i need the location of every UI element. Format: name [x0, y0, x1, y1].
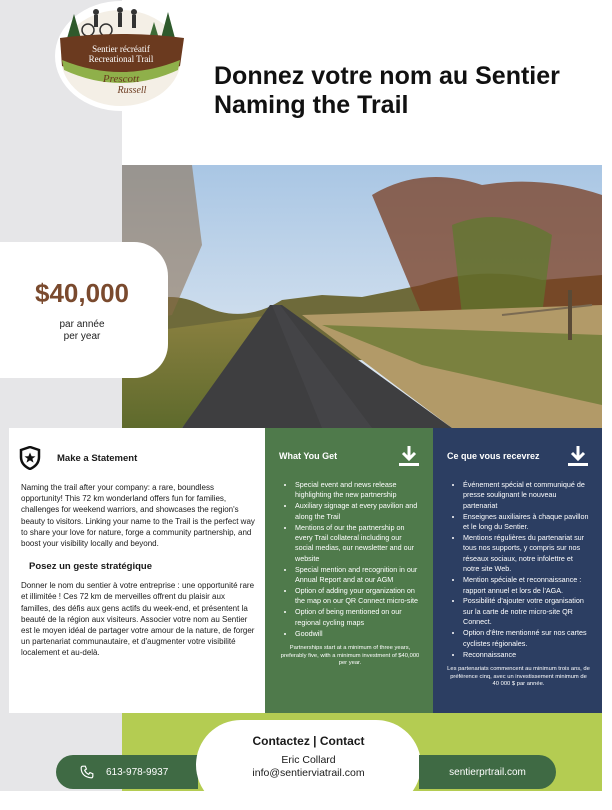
ce-que-list [447, 480, 590, 660]
ce-que-footnote: Les partenariats commencent au minimum trois ans, de préférence cinq, avec un investissement minimum de 40 000 $ par année. [447, 665, 590, 688]
logo-text-fr: Sentier récréatif [92, 44, 150, 54]
download-arrow-icon [397, 444, 421, 468]
trail-logo [52, 0, 190, 112]
ce-que-title: Ce que vous recevrez [447, 451, 540, 461]
logo-brand-1: Prescott [102, 73, 140, 85]
title-line-en: Naming the Trail [214, 91, 409, 119]
ce-que-vous-recevrez-column [433, 428, 602, 713]
page-title [214, 62, 594, 120]
trail-photo [122, 165, 602, 428]
list-item: • Mentions of our the partnership on every Trail collateral including our social medias, our newsletter and our website [295, 523, 421, 565]
website-text: sentierprtrail.com [449, 766, 526, 778]
statement-text-fr: Donner le nom du sentier à votre entreprise : une opportunité rare et illimitée ! Ces 72 km de merveilles offrent du plaisir aux familles, des défis aux gens actifs du week-end, et présentent la beauté de la région aux visiteurs. Associer votre nom au Sentier est le moyen idéal de partager votre amour de la nature, de forger un partenariat communautaire, et d'augmenter votre visibilité localement et au-delà. [21, 581, 255, 658]
contact-card [196, 720, 421, 810]
logo-graphic [52, 0, 190, 112]
contact-name: Eric Collard [281, 754, 336, 766]
list-item: • Mention spéciale et reconnaissance : rapport annuel et lors de l'AGA. [463, 575, 590, 596]
price-period [0, 319, 164, 343]
statement-heading-en: Make a Statement [57, 452, 138, 464]
logo-brand-2: Russell [117, 85, 147, 96]
download-arrow-icon [566, 444, 590, 468]
price-period-fr: par année [59, 319, 105, 330]
list-item: • Special event and news release highlighting the new partnership [295, 480, 421, 501]
what-you-get-header [279, 444, 421, 468]
list-item: • Option of being mentioned on our regional cycling maps [295, 607, 421, 628]
list-item: • Événement spécial et communiqué de presse soulignant le nouveau partenariat [463, 480, 590, 511]
what-you-get-footnote: Partnerships start at a minimum of three years, preferably five, with a minimum investment of $40,000 per year. [280, 645, 420, 667]
statement-column [9, 428, 265, 713]
website-link[interactable] [419, 755, 556, 789]
phone-pill[interactable] [56, 755, 198, 789]
statement-header [19, 446, 255, 470]
trail-photo-graphic [122, 165, 602, 428]
price-amount: $40,000 [35, 278, 129, 308]
what-you-get-column [265, 428, 433, 713]
ce-que-header [447, 444, 590, 468]
list-item: • Special mention and recognition in our Annual Report and at our AGM [295, 565, 421, 586]
list-item: • Option of adding your organization on the map on our QR Connect micro-site [295, 586, 421, 607]
price-card [0, 242, 168, 378]
contact-title: Contactez | Contact [252, 734, 365, 748]
statement-heading-fr: Posez un geste stratégique [29, 561, 153, 573]
shield-star-icon [19, 446, 41, 470]
list-item: • Goodwill [295, 629, 421, 639]
list-item: • Reconnaissance [463, 650, 590, 660]
price-period-en: per year [63, 331, 101, 342]
list-item: • Option d'être mentionné sur nos cartes cyclistes régionales. [463, 628, 590, 649]
logo-text-en: Recreational Trail [88, 54, 154, 64]
list-item: • Mentions régulières du partenariat sur tous nos supports, y compris sur nos réseaux sociaux, notre infolettre et notre site Web. [463, 533, 590, 575]
list-item: • Possibilité d'ajouter votre organisation sur la carte de notre micro-site QR Connect. [463, 596, 590, 627]
title-line-fr: Donnez votre nom au Sentier [214, 62, 560, 90]
list-item: • Enseignes auxiliaires à chaque pavillon et le long du Sentier. [463, 512, 590, 533]
phone-icon [80, 765, 94, 779]
statement-text-en: Naming the trail after your company: a rare, boundless opportunity! This 72 km wonderland offers fun for families, challenges for weekend warriors, and showcases the region's beauty to visitors. Linking your name to the Trail is the perfect way to share your love for nature, forge a community partnership, and boost your visibility locally and beyond. [21, 483, 255, 549]
phone-number: 613-978-9937 [106, 766, 169, 778]
what-you-get-list [279, 480, 421, 639]
list-item: • Auxiliary signage at every pavilion and along the Trail [295, 501, 421, 522]
what-you-get-title: What You Get [279, 451, 338, 461]
contact-email-link[interactable]: info@sentierviatrail.com [252, 767, 365, 779]
